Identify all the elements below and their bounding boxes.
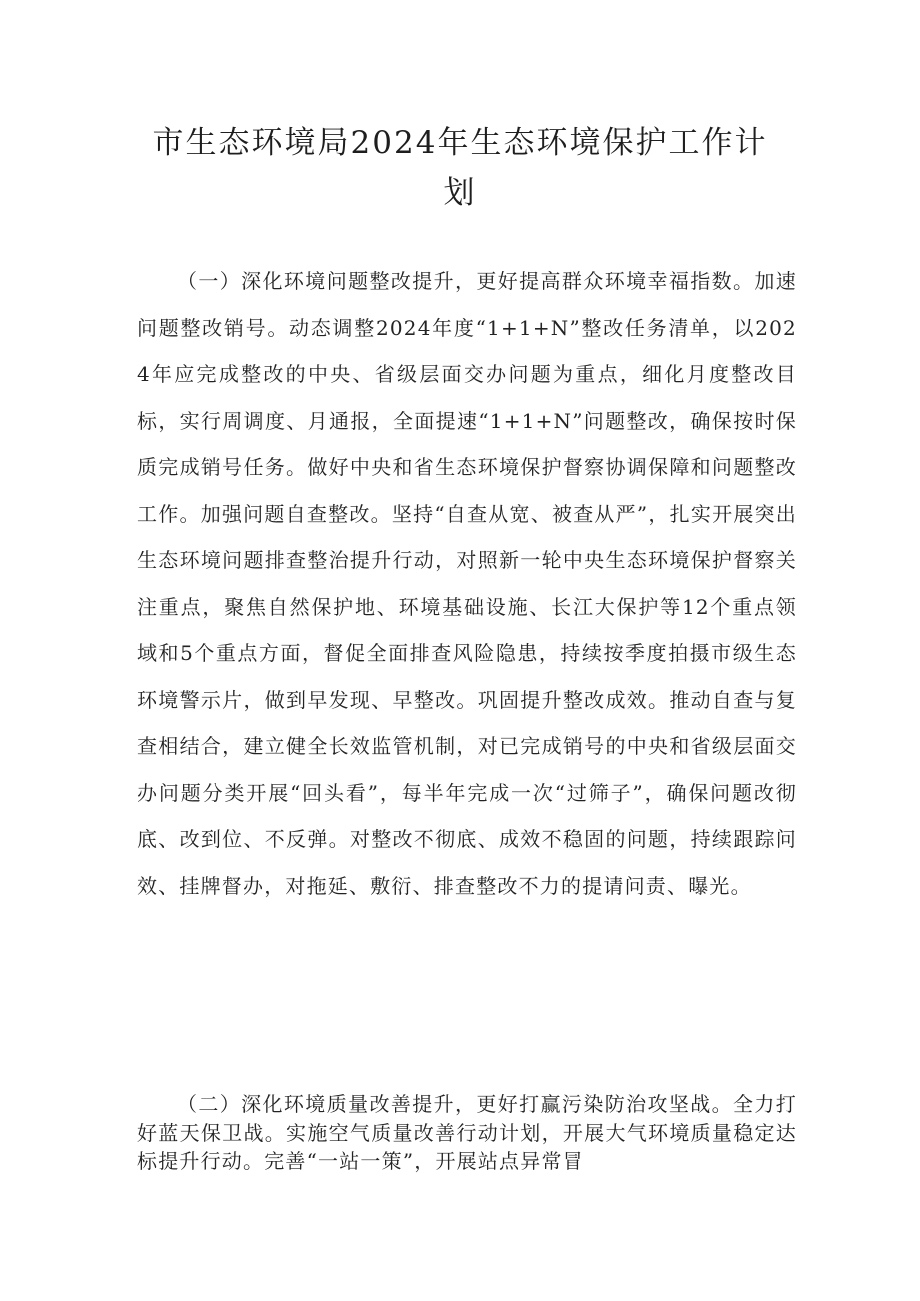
document-title: 市生态环境局2024年生态环境保护工作计划 xyxy=(152,125,768,211)
paragraph-section-1: （一）深化环境问题整改提升，更好提高群众环境幸福指数。加速问题整改销号。动态调整2024年度“1+1+N”整改任务清单，以2024年应完成整改的中央、省级层面交办问题为重点，细化月度整改目标，实行周调度、月通报，全面提速“1+1+N”问题整改，确保按时保质完成销号任务。做好中央和省生态环境保护督察协调保障和问题整改工作。加强问题自查整改。坚持“自查从宽、被查从严”，扎实开展突出生态环境问题排查整治提升行动，对照新一轮中央生态环境保护督察关注重点，聚焦自然保护地、环境基础设施、长江大保护等12个重点领域和5个重点方面，督促全面排查风险隐患，持续按季度拍摄市级生态环境警示片，做到早发现、早整改。巩固提升整改成效。推动自查与复查相结合，建立健全长效监管机制，对已完成销号的中央和省级层面交办问题分类开展“回头看”，每半年完成一次“过筛子”，确保问题改彻底、改到位、不反弹。对整改不彻底、成效不稳固的问题，持续跟踪问效、挂牌督办，对拖延、敷衍、排查整改不力的提请问责、曝光。 xyxy=(137,269,797,898)
paragraph-section-2: （二）深化环境质量改善提升，更好打赢污染防治攻坚战。全力打好蓝天保卫战。实施空气质量改善行动计划，开展大气环境质量稳定达标提升行动。完善“一站一策”，开展站点异常冒 xyxy=(137,1092,797,1173)
